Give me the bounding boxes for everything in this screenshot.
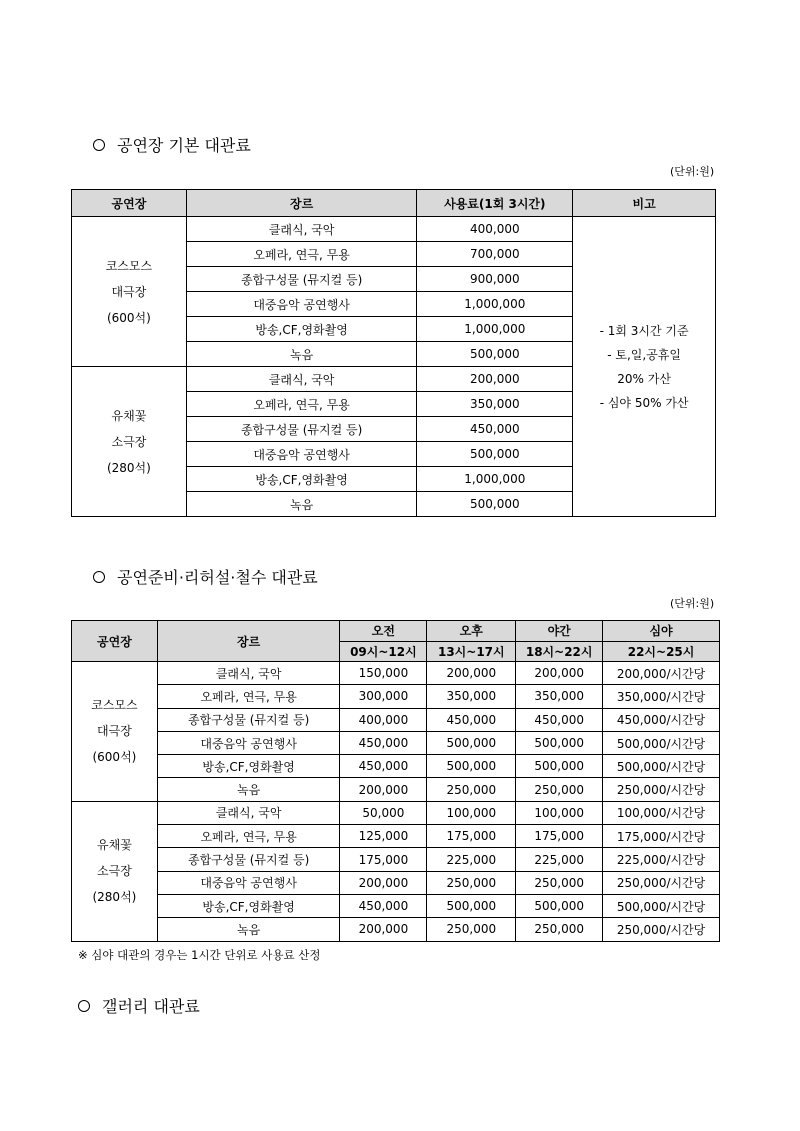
fee-cell: 200,000 bbox=[340, 918, 427, 941]
fee-cell: 175,000 bbox=[516, 825, 603, 848]
header-period-time: 18시~22시 bbox=[516, 641, 603, 662]
fee-cell: 450,000 bbox=[516, 708, 603, 731]
header-remarks: 비고 bbox=[573, 190, 716, 217]
fee-cell: 250,000 bbox=[427, 871, 516, 894]
table-row bbox=[72, 871, 720, 894]
venue-name-line: 코스모스 bbox=[105, 258, 153, 273]
fee-cell: 400,000 bbox=[417, 217, 573, 242]
venue-cell bbox=[72, 662, 158, 802]
fee-cell: 450,000 bbox=[417, 417, 573, 442]
fee-cell: 225,000/시간당 bbox=[603, 848, 720, 871]
header-period-time: 13시~17시 bbox=[427, 641, 516, 662]
fee-cell: 500,000/시간당 bbox=[603, 731, 720, 754]
fee-cell: 350,000 bbox=[516, 685, 603, 708]
genre-cell: 녹음 bbox=[157, 778, 340, 801]
fee-cell: 250,000 bbox=[427, 918, 516, 941]
genre-cell: 대중음악 공연행사 bbox=[186, 292, 417, 317]
fee-cell: 1,000,000 bbox=[417, 292, 573, 317]
section-heading-text: 공연장 기본 대관료 bbox=[117, 136, 251, 155]
genre-cell: 대중음악 공연행사 bbox=[157, 731, 340, 754]
section-heading-basic-fee bbox=[93, 133, 251, 156]
fee-cell: 500,000 bbox=[427, 894, 516, 917]
fee-cell: 200,000 bbox=[516, 662, 603, 685]
header-period-name: 야간 bbox=[516, 621, 603, 642]
basic-fee-table bbox=[71, 189, 716, 517]
genre-cell: 클래식, 국악 bbox=[186, 217, 417, 242]
footnote: ※ 심야 대관의 경우는 1시간 단위로 사용료 산정 bbox=[78, 948, 321, 962]
table-row bbox=[72, 662, 720, 685]
fee-cell: 175,000 bbox=[427, 825, 516, 848]
remark-line: - 심야 50% 가산 bbox=[599, 395, 689, 410]
fee-cell: 300,000 bbox=[340, 685, 427, 708]
fee-cell: 225,000 bbox=[516, 848, 603, 871]
fee-cell: 900,000 bbox=[417, 267, 573, 292]
genre-cell: 녹음 bbox=[186, 492, 417, 517]
genre-cell: 종합구성물 (뮤지컬 등) bbox=[157, 708, 340, 731]
fee-cell: 350,000 bbox=[427, 685, 516, 708]
fee-cell: 500,000 bbox=[516, 731, 603, 754]
fee-cell: 175,000 bbox=[340, 848, 427, 871]
remarks-cell bbox=[573, 217, 716, 517]
section-heading-prep-fee bbox=[93, 565, 318, 588]
table-header-row bbox=[72, 190, 716, 217]
table-row bbox=[72, 708, 720, 731]
fee-cell: 500,000 bbox=[427, 755, 516, 778]
fee-cell: 500,000 bbox=[417, 342, 573, 367]
venue-name-line: 유채꽃 bbox=[97, 838, 132, 853]
table-row bbox=[72, 755, 720, 778]
venue-name-line: 대극장 bbox=[111, 284, 147, 299]
fee-cell: 1,000,000 bbox=[417, 317, 573, 342]
header-venue: 공연장 bbox=[72, 190, 187, 217]
fee-cell: 450,000/시간당 bbox=[603, 708, 720, 731]
genre-cell: 방송,CF,영화촬영 bbox=[157, 894, 340, 917]
fee-cell: 700,000 bbox=[417, 242, 573, 267]
header-venue: 공연장 bbox=[72, 621, 158, 662]
table-row bbox=[72, 801, 720, 824]
venue-name-line: 유채꽃 bbox=[111, 408, 147, 423]
genre-cell: 종합구성물 (뮤지컬 등) bbox=[157, 848, 340, 871]
venue-name-line: (600석) bbox=[106, 310, 151, 325]
venue-cell bbox=[72, 801, 158, 941]
table-row bbox=[72, 685, 720, 708]
remark-line: - 1회 3시간 기준 bbox=[599, 323, 689, 338]
fee-cell: 150,000 bbox=[340, 662, 427, 685]
table-row bbox=[72, 217, 716, 242]
fee-cell: 200,000 bbox=[340, 778, 427, 801]
fee-cell: 125,000 bbox=[340, 825, 427, 848]
genre-cell: 종합구성물 (뮤지컬 등) bbox=[186, 267, 417, 292]
fee-cell: 175,000/시간당 bbox=[603, 825, 720, 848]
fee-cell: 400,000 bbox=[340, 708, 427, 731]
fee-cell: 450,000 bbox=[340, 731, 427, 754]
header-period-name: 오후 bbox=[427, 621, 516, 642]
fee-cell: 500,000 bbox=[427, 731, 516, 754]
fee-cell: 500,000/시간당 bbox=[603, 755, 720, 778]
fee-cell: 250,000/시간당 bbox=[603, 871, 720, 894]
table-row bbox=[72, 778, 720, 801]
venue-name-line: 코스모스 bbox=[91, 698, 138, 713]
fee-cell: 450,000 bbox=[340, 894, 427, 917]
fee-cell: 500,000 bbox=[516, 894, 603, 917]
header-genre: 장르 bbox=[186, 190, 417, 217]
fee-cell: 50,000 bbox=[340, 801, 427, 824]
fee-cell: 250,000/시간당 bbox=[603, 778, 720, 801]
fee-cell: 200,000/시간당 bbox=[603, 662, 720, 685]
unit-label: (단위:원) bbox=[670, 165, 715, 178]
circle-bullet-icon bbox=[93, 139, 105, 151]
fee-cell: 100,000/시간당 bbox=[603, 801, 720, 824]
fee-cell: 450,000 bbox=[340, 755, 427, 778]
fee-cell: 1,000,000 bbox=[417, 467, 573, 492]
genre-cell: 오페라, 연극, 무용 bbox=[186, 392, 417, 417]
fee-cell: 250,000/시간당 bbox=[603, 918, 720, 941]
table-row bbox=[72, 894, 720, 917]
fee-cell: 500,000 bbox=[417, 442, 573, 467]
header-period-name: 오전 bbox=[340, 621, 427, 642]
remark-line: - 토,일,공휴일 bbox=[607, 347, 681, 362]
genre-cell: 종합구성물 (뮤지컬 등) bbox=[186, 417, 417, 442]
fee-cell: 450,000 bbox=[427, 708, 516, 731]
header-period-time: 09시~12시 bbox=[340, 641, 427, 662]
genre-cell: 녹음 bbox=[186, 342, 417, 367]
genre-cell: 클래식, 국악 bbox=[157, 662, 340, 685]
fee-cell: 200,000 bbox=[340, 871, 427, 894]
genre-cell: 오페라, 연극, 무용 bbox=[186, 242, 417, 267]
section-heading-gallery-fee bbox=[78, 994, 200, 1017]
genre-cell: 대중음악 공연행사 bbox=[157, 871, 340, 894]
table-row bbox=[72, 918, 720, 941]
fee-cell: 200,000 bbox=[417, 367, 573, 392]
fee-cell: 225,000 bbox=[427, 848, 516, 871]
circle-bullet-icon bbox=[93, 571, 105, 583]
fee-cell: 250,000 bbox=[516, 918, 603, 941]
remark-line: 20% 가산 bbox=[617, 371, 671, 386]
unit-label: (단위:원) bbox=[670, 597, 715, 610]
genre-cell: 오페라, 연극, 무용 bbox=[157, 685, 340, 708]
venue-name-line: (280석) bbox=[92, 890, 137, 905]
header-period-time: 22시~25시 bbox=[603, 641, 720, 662]
fee-cell: 350,000/시간당 bbox=[603, 685, 720, 708]
header-period-name: 심야 bbox=[603, 621, 720, 642]
fee-cell: 250,000 bbox=[516, 778, 603, 801]
section-heading-text: 갤러리 대관료 bbox=[102, 997, 200, 1016]
fee-cell: 500,000 bbox=[417, 492, 573, 517]
venue-name-line: (280석) bbox=[106, 460, 151, 475]
venue-cell bbox=[72, 217, 187, 367]
fee-cell: 100,000 bbox=[516, 801, 603, 824]
venue-name-line: 소극장 bbox=[111, 434, 147, 449]
genre-cell: 방송,CF,영화촬영 bbox=[186, 317, 417, 342]
fee-cell: 500,000/시간당 bbox=[603, 894, 720, 917]
genre-cell: 대중음악 공연행사 bbox=[186, 442, 417, 467]
venue-name-line: 대극장 bbox=[97, 724, 132, 739]
fee-cell: 350,000 bbox=[417, 392, 573, 417]
genre-cell: 녹음 bbox=[157, 918, 340, 941]
genre-cell: 오페라, 연극, 무용 bbox=[157, 825, 340, 848]
fee-cell: 250,000 bbox=[516, 871, 603, 894]
fee-cell: 500,000 bbox=[516, 755, 603, 778]
fee-cell: 200,000 bbox=[427, 662, 516, 685]
genre-cell: 방송,CF,영화촬영 bbox=[186, 467, 417, 492]
header-genre: 장르 bbox=[157, 621, 340, 662]
table-row bbox=[72, 731, 720, 754]
section-heading-text: 공연준비·리허설·철수 대관료 bbox=[117, 568, 318, 587]
table-header-row bbox=[72, 621, 720, 642]
venue-name-line: 소극장 bbox=[97, 864, 132, 879]
genre-cell: 클래식, 국악 bbox=[186, 367, 417, 392]
fee-cell: 250,000 bbox=[427, 778, 516, 801]
table-row bbox=[72, 825, 720, 848]
prep-fee-table bbox=[71, 620, 720, 942]
fee-cell: 100,000 bbox=[427, 801, 516, 824]
table-row bbox=[72, 848, 720, 871]
header-fee: 사용료(1회 3시간) bbox=[417, 190, 573, 217]
genre-cell: 클래식, 국악 bbox=[157, 801, 340, 824]
venue-cell bbox=[72, 367, 187, 517]
venue-name-line: (600석) bbox=[92, 750, 137, 765]
genre-cell: 방송,CF,영화촬영 bbox=[157, 755, 340, 778]
circle-bullet-icon bbox=[78, 1000, 90, 1012]
